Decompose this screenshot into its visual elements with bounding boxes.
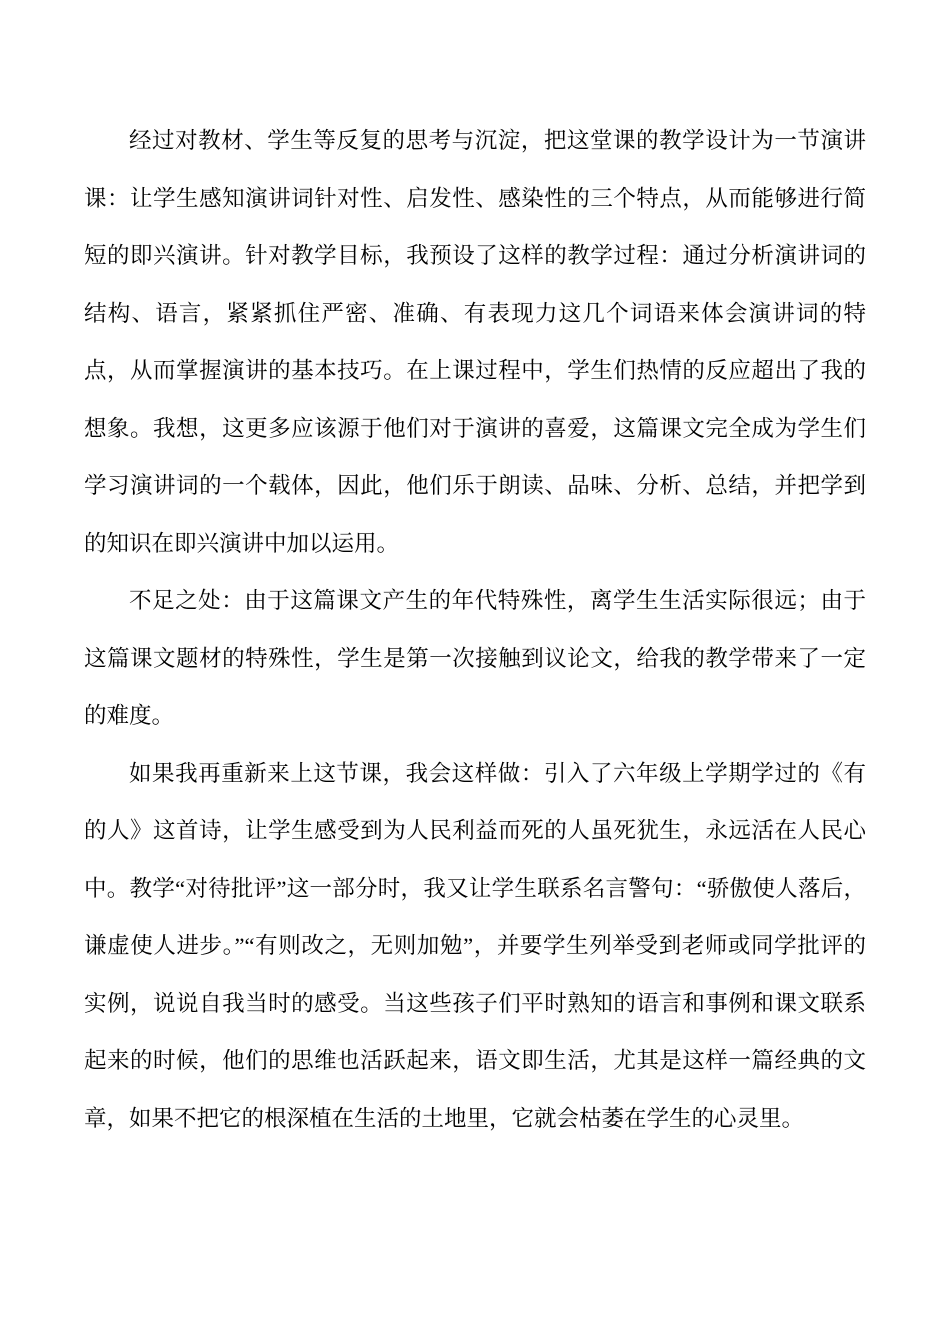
paragraph-teaching-design: 经过对教材、学生等反复的思考与沉淀，把这堂课的教学设计为一节演讲课：让学生感知演讲词针对性、启发性、感染性的三个特点，从而能够进行简短的即兴演讲。针对教学目标，我预设了这样的教学过程：通过分析演讲词的结构、语言，紧紧抓住严密、准确、有表现力这几个词语来体会演讲词的特点，从而掌握演讲的基本技巧。在上课过程中，学生们热情的反应超出了我的想象。我想，这更多应该源于他们对于演讲的喜爱，这篇课文完全成为学生们学习演讲词的一个载体，因此，他们乐于朗读、品味、分析、总结，并把学到的知识在即兴演讲中加以运用。 xyxy=(84,128,866,556)
paragraph-improvement-plan: 如果我再重新来上这节课，我会这样做：引入了六年级上学期学过的《有的人》这首诗，让学生感受到为人民利益而死的人虽死犹生，永远活在人民心中。教学“对待批评”这一部分时，我又让学生联系名言警句：“骄傲使人落后，谦虚使人进步。”“有则改之，无则加勉”，并要学生列举受到老师或同学批评的实例，说说自我当时的感受。当这些孩子们平时熟知的语言和事例和课文联系起来的时候，他们的思维也活跃起来，语文即生活，尤其是这样一篇经典的文章，如果不把它的根深植在生活的土地里，它就会枯萎在学生的心灵里。 xyxy=(84,760,866,1131)
paragraph-shortcomings: 不足之处：由于这篇课文产生的年代特殊性，离学生生活实际很远；由于这篇课文题材的特殊性，学生是第一次接触到议论文，给我的教学带来了一定的难度。 xyxy=(84,588,866,728)
